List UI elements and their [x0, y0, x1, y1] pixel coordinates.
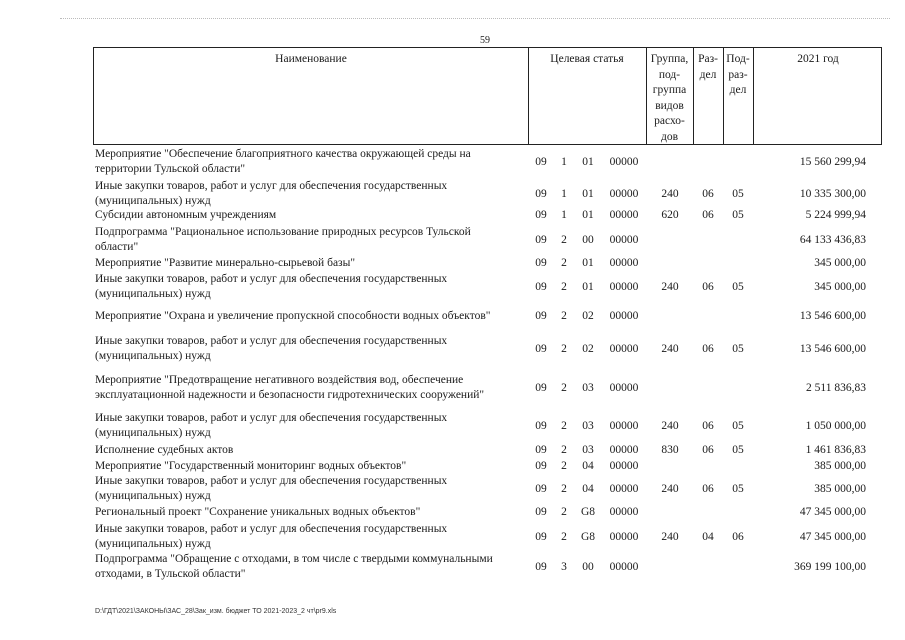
razdel-code: 06 [702, 209, 714, 221]
row-name: Субсидии автономным учреждениям [95, 209, 277, 221]
amount: 15 560 299,94 [799, 156, 866, 168]
group-code: 240 [661, 483, 679, 495]
code-direction: 01 [582, 281, 594, 293]
code-subprogram: 2 [561, 310, 567, 322]
code-subprogram: 1 [561, 156, 567, 168]
code-direction: 01 [582, 209, 594, 221]
code-direction: 01 [582, 156, 594, 168]
podrazdel-code: 05 [732, 281, 744, 293]
code-expense: 00000 [609, 209, 639, 221]
row-name: Мероприятие "Охрана и увеличение пропускной способности водных объектов" [95, 310, 491, 322]
row-name: Подпрограмма "Рациональное использование природных ресурсов Тульской области" [95, 226, 471, 253]
code-subprogram: 2 [561, 531, 567, 543]
header-target: Целевая статья [550, 53, 624, 65]
amount: 13 546 600,00 [799, 343, 866, 355]
row-name: Подпрограмма "Обращение с отходами, в том числе с твердыми коммунальными отходами, в Тульской области" [95, 553, 493, 580]
header-name: Наименование [275, 53, 347, 65]
code-program: 09 [535, 234, 547, 246]
amount: 345 000,00 [814, 281, 866, 293]
code-program: 09 [535, 209, 547, 221]
code-direction: 04 [582, 483, 594, 495]
code-expense: 00000 [609, 483, 639, 495]
code-direction: 01 [582, 188, 594, 200]
group-code: 240 [661, 343, 679, 355]
code-subprogram: 1 [561, 209, 567, 221]
code-program: 09 [535, 460, 547, 472]
code-expense: 00000 [609, 420, 639, 432]
group-code: 830 [661, 444, 679, 456]
amount: 385 000,00 [814, 460, 866, 472]
row-name: Мероприятие "Обеспечение благоприятного качества окружающей среды на территории Тульской области" [95, 148, 471, 175]
header-podrazdel: Под- раз- дел [726, 53, 750, 96]
code-expense: 00000 [609, 444, 639, 456]
code-subprogram: 2 [561, 460, 567, 472]
razdel-code: 04 [702, 531, 714, 543]
code-expense: 00000 [609, 188, 639, 200]
podrazdel-code: 05 [732, 343, 744, 355]
code-direction: 04 [582, 460, 594, 472]
group-code: 240 [661, 420, 679, 432]
code-program: 09 [535, 561, 547, 573]
code-direction: G8 [580, 531, 596, 543]
code-subprogram: 2 [561, 234, 567, 246]
code-program: 09 [535, 156, 547, 168]
podrazdel-code: 05 [732, 209, 744, 221]
row-name: Иные закупки товаров, работ и услуг для обеспечения государственных (муниципальных) нужд [95, 335, 448, 362]
code-direction: 00 [582, 234, 594, 246]
code-program: 09 [535, 382, 547, 394]
code-subprogram: 2 [561, 483, 567, 495]
amount: 1 050 000,00 [805, 420, 866, 432]
code-expense: 00000 [609, 506, 639, 518]
razdel-code: 06 [702, 343, 714, 355]
razdel-code: 06 [702, 483, 714, 495]
amount: 13 546 600,00 [799, 310, 866, 322]
code-subprogram: 2 [561, 281, 567, 293]
row-name: Мероприятие "Государственный мониторинг водных объектов" [95, 460, 407, 472]
code-program: 09 [535, 281, 547, 293]
razdel-code: 06 [702, 420, 714, 432]
amount: 1 461 836,83 [805, 444, 866, 456]
code-direction: 03 [582, 420, 594, 432]
code-direction: 03 [582, 382, 594, 394]
code-direction: 03 [582, 444, 594, 456]
row-name: Исполнение судебных актов [95, 444, 234, 456]
podrazdel-code: 05 [732, 188, 744, 200]
razdel-code: 06 [702, 188, 714, 200]
amount: 64 133 436,83 [799, 234, 866, 246]
row-name: Иные закупки товаров, работ и услуг для обеспечения государственных (муниципальных) нужд [95, 273, 448, 300]
code-program: 09 [535, 310, 547, 322]
code-subprogram: 2 [561, 343, 567, 355]
amount: 345 000,00 [814, 257, 866, 269]
code-direction: 02 [582, 343, 594, 355]
header-group: Группа, под- группа видов расхо- дов [650, 53, 689, 143]
razdel-code: 06 [702, 281, 714, 293]
code-expense: 00000 [609, 234, 639, 246]
code-program: 09 [535, 483, 547, 495]
code-program: 09 [535, 444, 547, 456]
podrazdel-code: 06 [732, 531, 744, 543]
code-program: 09 [535, 506, 547, 518]
group-code: 240 [661, 188, 679, 200]
row-name: Мероприятие "Предотвращение негативного воздействия вод, обеспечение эксплуатационной надежности и безопасности гидротехнических сооружений" [95, 374, 485, 401]
code-direction: G8 [580, 506, 596, 518]
group-code: 240 [661, 531, 679, 543]
code-direction: 02 [582, 310, 594, 322]
row-name: Иные закупки товаров, работ и услуг для обеспечения государственных (муниципальных) нужд [95, 412, 448, 439]
header-year: 2021 год [797, 53, 839, 65]
code-expense: 00000 [609, 561, 639, 573]
code-expense: 00000 [609, 156, 639, 168]
podrazdel-code: 05 [732, 444, 744, 456]
code-subprogram: 1 [561, 188, 567, 200]
amount: 10 335 300,00 [799, 188, 866, 200]
code-program: 09 [535, 343, 547, 355]
code-expense: 00000 [609, 281, 639, 293]
code-expense: 00000 [609, 257, 639, 269]
code-direction: 01 [582, 257, 594, 269]
code-program: 09 [535, 420, 547, 432]
code-program: 09 [535, 188, 547, 200]
code-expense: 00000 [609, 382, 639, 394]
group-code: 620 [661, 209, 679, 221]
podrazdel-code: 05 [732, 420, 744, 432]
code-program: 09 [535, 257, 547, 269]
code-expense: 00000 [609, 531, 639, 543]
code-subprogram: 2 [561, 382, 567, 394]
row-name: Мероприятие "Развитие минерально-сырьевой базы" [95, 257, 356, 269]
page-number: 59 [480, 35, 490, 46]
file-path-footer: D:\ГДТ\2021\ЗАКОНЫ\ЗАС_28\Зак_изм. бюджет ТО 2021-2023_2 чт\pr9.xls [95, 608, 337, 615]
razdel-code: 06 [702, 444, 714, 456]
row-name: Иные закупки товаров, работ и услуг для обеспечения государственных (муниципальных) нужд [95, 475, 448, 502]
code-subprogram: 2 [561, 444, 567, 456]
code-expense: 00000 [609, 310, 639, 322]
amount: 369 199 100,00 [794, 561, 866, 573]
code-expense: 00000 [609, 460, 639, 472]
scan-artifact-line [60, 18, 890, 23]
code-subprogram: 2 [561, 257, 567, 269]
code-program: 09 [535, 531, 547, 543]
amount: 385 000,00 [814, 483, 866, 495]
code-subprogram: 2 [561, 506, 567, 518]
amount: 47 345 000,00 [799, 531, 866, 543]
amount: 47 345 000,00 [799, 506, 866, 518]
table-header [93, 47, 882, 145]
header-razdel: Раз- дел [698, 53, 718, 81]
row-name: Иные закупки товаров, работ и услуг для обеспечения государственных (муниципальных) нужд [95, 523, 448, 550]
code-expense: 00000 [609, 343, 639, 355]
row-name: Иные закупки товаров, работ и услуг для обеспечения государственных (муниципальных) нужд [95, 180, 448, 207]
group-code: 240 [661, 281, 679, 293]
amount: 5 224 999,94 [805, 209, 866, 221]
code-direction: 00 [582, 561, 594, 573]
row-name: Региональный проект "Сохранение уникальных водных объектов" [95, 506, 421, 518]
code-subprogram: 3 [561, 561, 567, 573]
code-subprogram: 2 [561, 420, 567, 432]
podrazdel-code: 05 [732, 483, 744, 495]
amount: 2 511 836,83 [806, 382, 866, 394]
